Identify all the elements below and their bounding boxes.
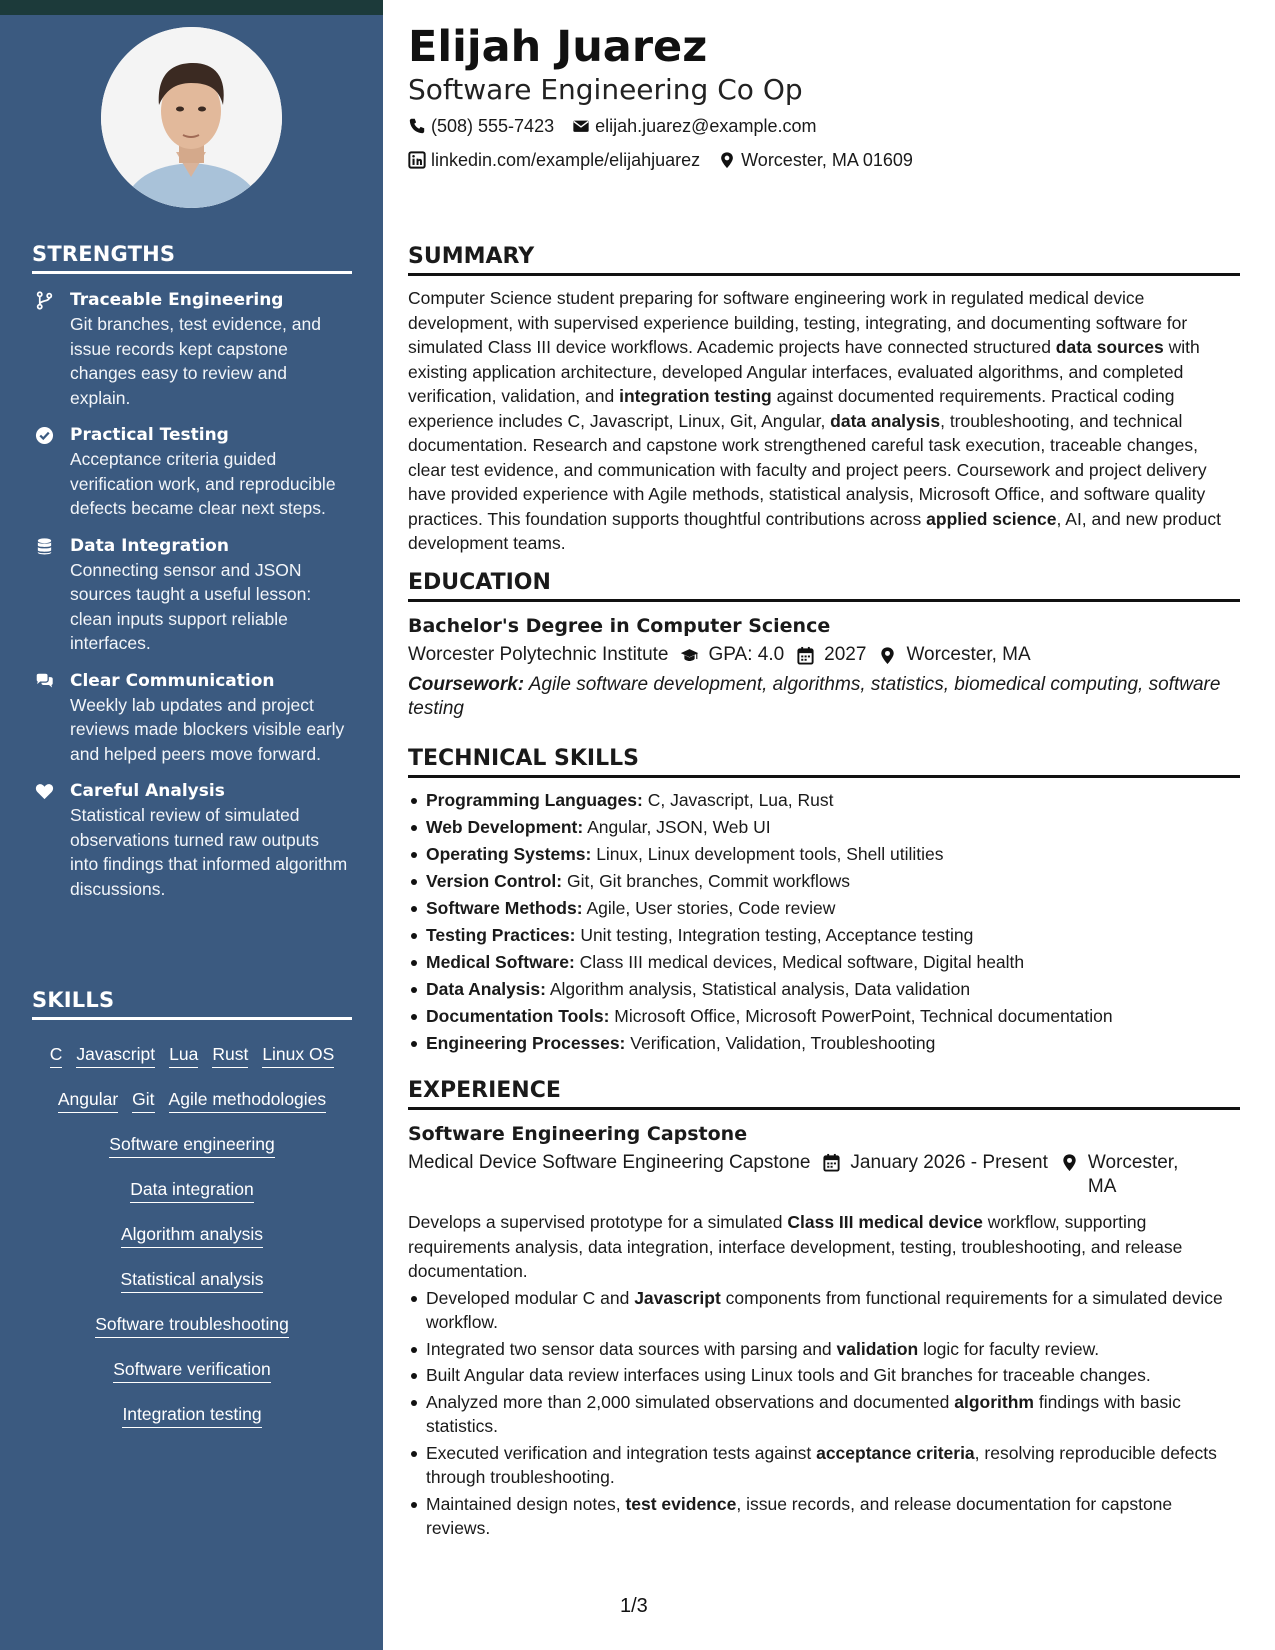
check-circle-icon bbox=[32, 423, 70, 521]
location-text: Worcester, MA 01609 bbox=[741, 150, 913, 170]
job-meta bbox=[408, 1151, 1240, 1199]
school-name: Worcester Polytechnic Institute bbox=[408, 644, 669, 665]
school bbox=[408, 640, 668, 670]
edu-location-text: Worcester, MA bbox=[906, 644, 1031, 665]
calendar-icon bbox=[796, 646, 815, 665]
heart-icon bbox=[32, 779, 70, 901]
skill-category: Documentation Tools: bbox=[426, 1006, 610, 1026]
technical-skills-section bbox=[408, 744, 1240, 1057]
map-pin-icon bbox=[718, 151, 736, 169]
technical-skill-item bbox=[408, 1030, 1240, 1057]
strength-item bbox=[32, 534, 352, 656]
strength-description: Weekly lab updates and project reviews made blockers visible early and helped peers move forward. bbox=[70, 694, 345, 764]
phone-icon bbox=[408, 117, 426, 135]
skill-values: Algorithm analysis, Statistical analysis, Data validation bbox=[545, 979, 971, 999]
strength-description: Connecting sensor and JSON sources taught a useful lesson: clean inputs support reliable interfaces. bbox=[70, 559, 312, 653]
skill-category: Web Development: bbox=[426, 817, 584, 837]
emphasis-text: test evidence bbox=[625, 1493, 737, 1514]
gpa bbox=[680, 640, 784, 670]
skill-values: Unit testing, Integration testing, Acceptance testing bbox=[575, 925, 974, 945]
skill-category: Engineering Processes: bbox=[426, 1033, 626, 1053]
technical-skill-item bbox=[408, 895, 1240, 922]
emphasis-text: integration testing bbox=[619, 386, 772, 406]
skills-chip-row bbox=[32, 1347, 352, 1392]
graduation-cap-icon bbox=[680, 646, 699, 665]
coursework bbox=[408, 673, 1240, 721]
text-run: , resolving reproducible defects through troubleshooting. bbox=[426, 1442, 1217, 1487]
emphasis-text: data sources bbox=[1055, 337, 1164, 357]
technical-skill-item bbox=[408, 814, 1240, 841]
job-dates bbox=[822, 1151, 1048, 1199]
map-pin-icon bbox=[878, 646, 897, 665]
coursework-label: Coursework: bbox=[408, 674, 525, 695]
technical-skills-heading: TECHNICAL SKILLS bbox=[408, 744, 1240, 778]
strengths-section bbox=[32, 242, 352, 901]
linkedin-contact bbox=[408, 144, 700, 176]
text-run: logic for faculty review. bbox=[918, 1338, 1100, 1359]
emphasis-text: algorithm bbox=[954, 1391, 1034, 1412]
emphasis-text: Javascript bbox=[634, 1287, 721, 1308]
strength-title: Traceable Engineering bbox=[70, 290, 284, 310]
experience-bullet bbox=[408, 1441, 1240, 1490]
candidate-title: Software Engineering Co Op bbox=[408, 73, 803, 106]
strength-title: Careful Analysis bbox=[70, 781, 225, 801]
linkedin-icon bbox=[408, 151, 426, 169]
strength-description: Statistical review of simulated observations turned raw outputs into findings that informed algorithm discussions. bbox=[70, 805, 348, 899]
strength-item bbox=[32, 288, 352, 410]
text-run: Maintained design notes, bbox=[426, 1493, 626, 1514]
experience-bullet bbox=[408, 1337, 1240, 1362]
strength-title: Practical Testing bbox=[70, 425, 229, 445]
text-run: workflow, supporting requirements analysis, data integration, interface development, testing, troubleshooting, and release documentation. bbox=[408, 1212, 1183, 1281]
skill-category: Programming Languages: bbox=[426, 790, 643, 810]
technical-skill-item bbox=[408, 1003, 1240, 1030]
skill-category: Operating Systems: bbox=[426, 844, 592, 864]
skills-chip-row bbox=[32, 1167, 352, 1212]
job-org-text: Medical Device Software Engineering Capstone bbox=[408, 1152, 811, 1173]
skills-chip-row bbox=[32, 1392, 352, 1437]
skill-category: Testing Practices: bbox=[426, 925, 576, 945]
git-branch-icon bbox=[32, 288, 70, 410]
grad-year bbox=[796, 640, 866, 670]
skill-chip: Git bbox=[132, 1088, 154, 1113]
skills-chip-row bbox=[32, 1077, 352, 1122]
job-location bbox=[1060, 1151, 1195, 1199]
job-dates-text: January 2026 - Present bbox=[850, 1152, 1048, 1173]
summary-section bbox=[408, 242, 1240, 556]
technical-skill-item bbox=[408, 841, 1240, 868]
database-icon bbox=[32, 534, 70, 656]
coursework-list: Agile software development, algorithms, statistics, biomedical computing, software testing bbox=[408, 674, 1221, 719]
skill-category: Version Control: bbox=[426, 871, 563, 891]
skill-values: Class III medical devices, Medical software, Digital health bbox=[574, 952, 1025, 972]
skills-chip-row bbox=[32, 1257, 352, 1302]
skill-values: Microsoft Office, Microsoft PowerPoint, Technical documentation bbox=[609, 1006, 1113, 1026]
text-run: against documented requirements. Practical coding experience includes C, Javascript, Linux, Git, Angular, bbox=[408, 386, 1175, 431]
location-contact bbox=[718, 144, 913, 176]
experience-bullet bbox=[408, 1286, 1240, 1335]
sidebar bbox=[0, 0, 383, 1650]
text-run: findings with basic statistics. bbox=[426, 1391, 1181, 1436]
year-text: 2027 bbox=[824, 644, 867, 665]
job-description bbox=[408, 1210, 1240, 1284]
sidebar-top-bar bbox=[0, 0, 383, 15]
experience-bullet bbox=[408, 1390, 1240, 1439]
strength-body bbox=[70, 534, 352, 656]
text-run: Develops a supervised prototype for a simulated bbox=[408, 1212, 788, 1232]
skill-values: Linux, Linux development tools, Shell utilities bbox=[591, 844, 944, 864]
skill-chip: Software troubleshooting bbox=[95, 1313, 289, 1338]
text-run: Developed modular C and bbox=[426, 1287, 635, 1308]
emphasis-text: data analysis bbox=[830, 410, 941, 431]
emphasis-text: applied science bbox=[926, 508, 1057, 529]
strength-body bbox=[70, 423, 352, 521]
text-run: , troubleshooting, and technical documentation. Research and capstone work strengthened careful task execution, traceable changes, clear test evidence, and communication with faculty and project peers. Coursework and project delivery have provided experience with Agile methods, statistical analysis, Microsoft Office, and software quality practices. This foundation supports thoughtful contributions across bbox=[408, 410, 1207, 529]
email-contact bbox=[572, 110, 816, 142]
skill-values: Angular, JSON, Web UI bbox=[583, 817, 771, 837]
text-run: Integrated two sensor data sources with parsing and bbox=[426, 1338, 837, 1359]
gpa-text: GPA: 4.0 bbox=[708, 644, 785, 665]
text-run: components from functional requirements for a simulated device workflow. bbox=[426, 1287, 1223, 1332]
skills-chip-row bbox=[32, 1212, 352, 1257]
profile-photo bbox=[101, 27, 282, 208]
job-location-text: Worcester, MA bbox=[1087, 1152, 1179, 1197]
skill-chip: Data integration bbox=[130, 1178, 254, 1203]
technical-skills-list bbox=[408, 787, 1240, 1057]
main-content bbox=[408, 20, 1240, 1538]
skill-category: Data Analysis: bbox=[426, 979, 546, 999]
text-run: Analyzed more than 2,000 simulated observations and documented bbox=[426, 1391, 955, 1412]
candidate-name: Elijah Juarez bbox=[408, 22, 708, 72]
skills-chip-row bbox=[32, 1032, 352, 1077]
experience-bullet bbox=[408, 1492, 1240, 1541]
text-run: Computer Science student preparing for software engineering work in regulated medical device development, with supervised experience building, testing, integrating, and documenting software for simulated Class III device workflows. Academic projects have connected structured bbox=[408, 288, 1188, 357]
edu-location bbox=[878, 640, 1030, 670]
skill-values: Verification, Validation, Troubleshooting bbox=[625, 1033, 936, 1053]
skill-chip: Agile methodologies bbox=[169, 1088, 327, 1113]
technical-skill-item bbox=[408, 922, 1240, 949]
job-org bbox=[408, 1151, 810, 1199]
skill-category: Medical Software: bbox=[426, 952, 575, 972]
emphasis-text: Class III medical device bbox=[787, 1212, 983, 1232]
strength-body bbox=[70, 669, 352, 767]
skill-chip: Statistical analysis bbox=[121, 1268, 264, 1293]
phone-text: (508) 555-7423 bbox=[431, 116, 555, 136]
skill-values: C, Javascript, Lua, Rust bbox=[642, 790, 834, 810]
envelope-icon bbox=[572, 117, 590, 135]
strength-description: Git branches, test evidence, and issue records kept capstone changes easy to review and explain. bbox=[70, 314, 321, 408]
skill-category: Software Methods: bbox=[426, 898, 583, 918]
contact-row-2 bbox=[408, 144, 1240, 176]
technical-skill-item bbox=[408, 787, 1240, 814]
skills-heading: SKILLS bbox=[32, 988, 352, 1020]
map-pin-icon bbox=[1060, 1153, 1079, 1172]
skill-chip: Algorithm analysis bbox=[121, 1223, 263, 1248]
skill-chip: Integration testing bbox=[122, 1403, 261, 1428]
strength-body bbox=[70, 288, 352, 410]
education-heading: EDUCATION bbox=[408, 568, 1240, 602]
skill-chip: Lua bbox=[169, 1043, 198, 1068]
strength-title: Clear Communication bbox=[70, 670, 275, 691]
strengths-heading: STRENGTHS bbox=[32, 242, 352, 274]
skill-chip: Angular bbox=[58, 1088, 118, 1113]
skills-chip-row bbox=[32, 1302, 352, 1347]
experience-section bbox=[408, 1076, 1240, 1541]
job-title: Software Engineering Capstone bbox=[408, 1123, 748, 1145]
contact-row-1 bbox=[408, 110, 1240, 142]
technical-skill-item bbox=[408, 949, 1240, 976]
skills-section bbox=[32, 988, 352, 1437]
text-run: Executed verification and integration tests against bbox=[426, 1442, 817, 1463]
strength-title: Data Integration bbox=[70, 535, 229, 556]
summary-heading: SUMMARY bbox=[408, 242, 1240, 276]
comments-icon bbox=[32, 669, 70, 767]
skill-values: Agile, User stories, Code review bbox=[582, 898, 836, 918]
skills-chips bbox=[32, 1032, 352, 1437]
technical-skill-item bbox=[408, 976, 1240, 1003]
skill-chip: Software engineering bbox=[109, 1133, 274, 1158]
skill-chip: Linux OS bbox=[262, 1043, 334, 1068]
emphasis-text: acceptance criteria bbox=[816, 1442, 975, 1463]
strength-body bbox=[70, 779, 352, 901]
experience-bullet bbox=[408, 1363, 1240, 1388]
text-run: , issue records, and release documentation for capstone reviews. bbox=[426, 1493, 1173, 1538]
calendar-icon bbox=[822, 1153, 841, 1172]
skill-chip: Rust bbox=[212, 1043, 248, 1068]
skill-chip: Javascript bbox=[76, 1043, 155, 1068]
strength-item bbox=[32, 423, 352, 521]
strength-item bbox=[32, 669, 352, 767]
linkedin-text: linkedin.com/example/elijahjuarez bbox=[431, 150, 701, 170]
experience-bullets bbox=[408, 1286, 1240, 1541]
strength-description: Acceptance criteria guided verification work, and reproducible defects became clear next steps. bbox=[70, 449, 336, 518]
education-meta bbox=[408, 640, 1240, 670]
skill-chip: C bbox=[50, 1043, 63, 1068]
page-number: 1/3 bbox=[620, 1595, 648, 1617]
summary-text bbox=[408, 286, 1240, 556]
degree-title: Bachelor's Degree in Computer Science bbox=[408, 615, 831, 637]
avatar bbox=[101, 27, 282, 208]
education-section bbox=[408, 568, 1240, 721]
phone-contact bbox=[408, 110, 554, 142]
skills-chip-row bbox=[32, 1122, 352, 1167]
text-run: with existing application architecture, developed Angular interfaces, evaluated algorithms, and completed verification, validation, and bbox=[408, 337, 1200, 406]
skill-values: Git, Git branches, Commit workflows bbox=[562, 871, 850, 891]
experience-heading: EXPERIENCE bbox=[408, 1076, 1240, 1110]
text-run: Built Angular data review interfaces using Linux tools and Git branches for traceable changes. bbox=[426, 1365, 1151, 1385]
strengths-list bbox=[32, 288, 352, 901]
email-text: elijah.juarez@example.com bbox=[595, 116, 817, 136]
skill-chip: Software verification bbox=[113, 1358, 271, 1383]
strength-item bbox=[32, 779, 352, 901]
text-run: , AI, and new product development teams. bbox=[408, 508, 1221, 553]
emphasis-text: validation bbox=[836, 1338, 919, 1359]
technical-skill-item bbox=[408, 868, 1240, 895]
